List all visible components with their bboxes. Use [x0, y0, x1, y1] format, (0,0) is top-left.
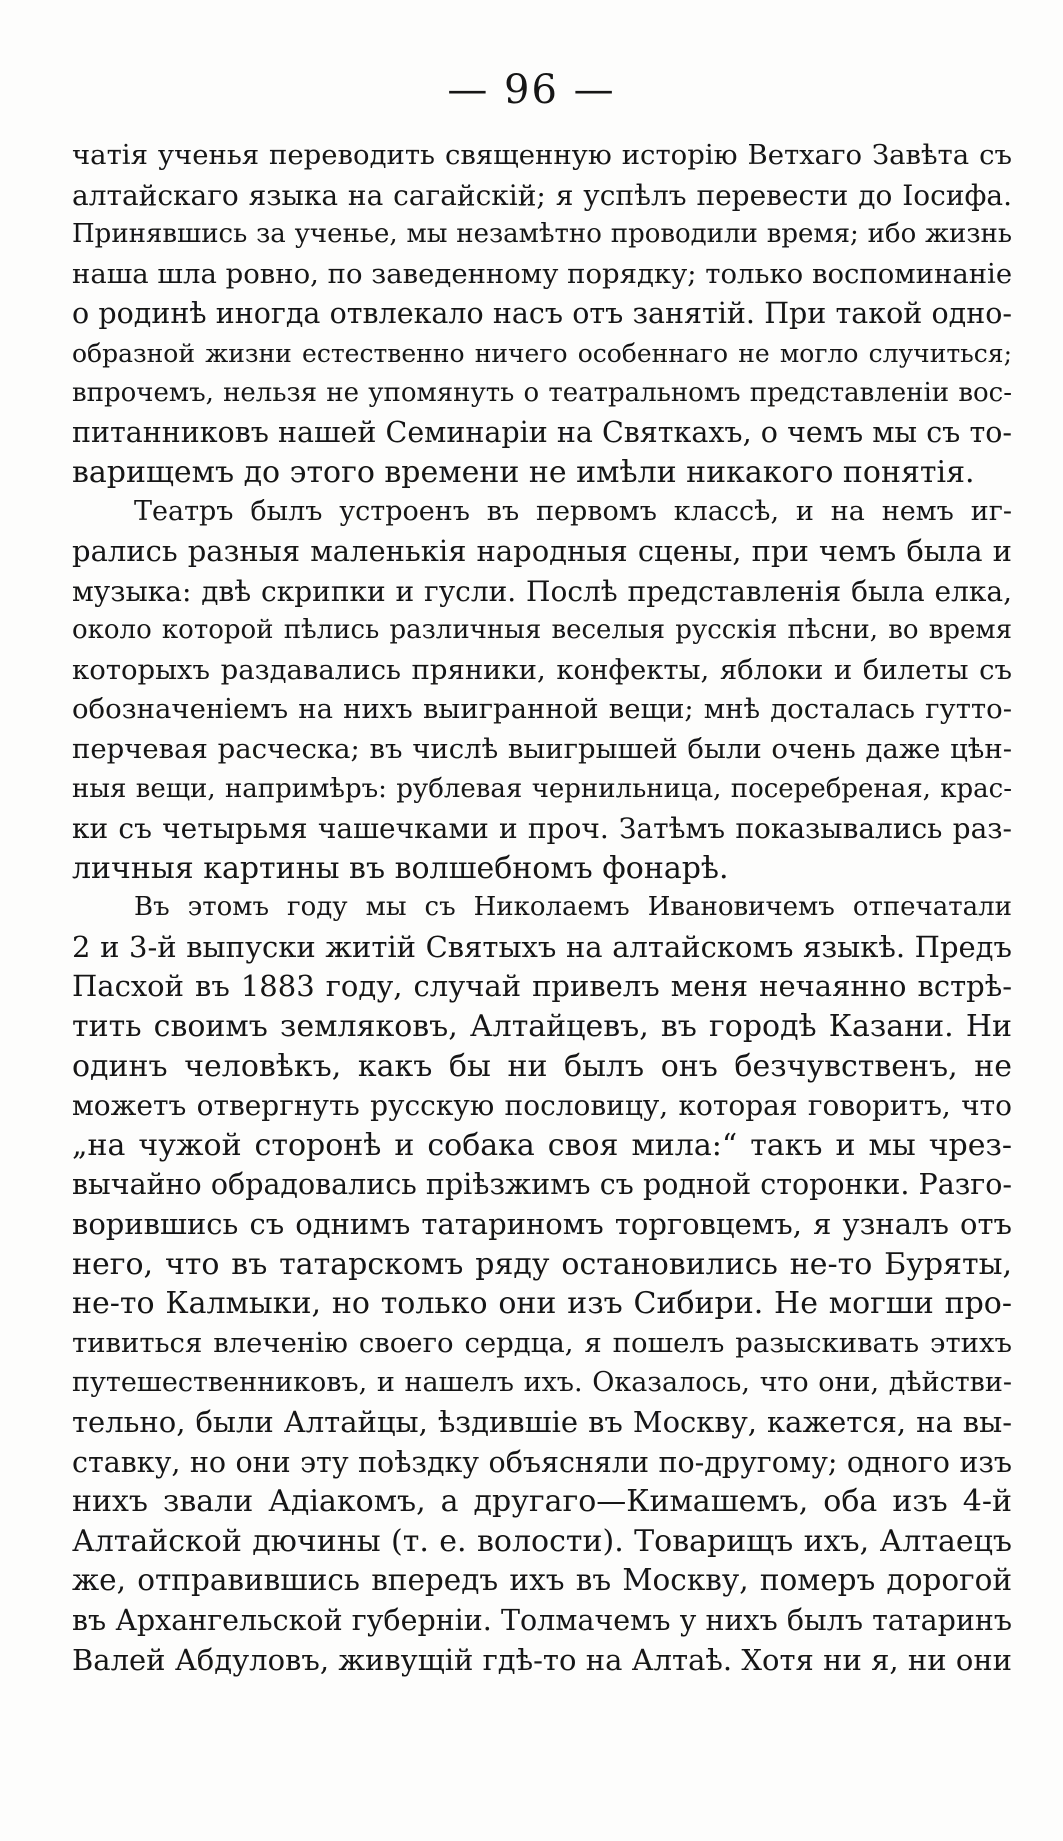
text-line: наша шла ровно, по заведенному порядку; только воспоминаніе	[72, 257, 1013, 290]
text-line: личныя картины въ волшебномъ фонарѣ.	[72, 850, 729, 886]
text-line: алтайскаго языка на сагайскій; я успѣлъ перевести до Іосифа.	[72, 178, 1012, 212]
text-line: вычайно обрадовались пріѣзжимъ съ родной сторонки. Разго-	[72, 1168, 1012, 1202]
text-line: Принявшись за ученье, мы незамѣтно проводили время; ибо жизнь	[72, 219, 1012, 250]
text-line: о родинѣ иногда отвлекало насъ отъ занятій. При такой одно-	[72, 297, 1012, 331]
text-line: него, что въ татарскомъ ряду остановились не-то Буряты,	[72, 1246, 1012, 1282]
text-line: „на чужой сторонѣ и собака своя мила:“ такъ и мы чрез-	[72, 1127, 1012, 1163]
text-line: Театръ былъ устроенъ въ первомъ классѣ, и на немъ иг-	[134, 496, 1012, 528]
text-line: ставку, но они эту поѣздку объясняли по-другому; одного изъ	[72, 1445, 1012, 1479]
text-line: же, отправившись впередъ ихъ въ Москву, померъ дорогой	[72, 1563, 1012, 1598]
paragraph-2	[72, 492, 1012, 888]
text-line: рались разныя маленькія народныя сцены, при чемъ была и	[72, 533, 1012, 568]
page-number: — 96 —	[447, 67, 616, 113]
text-line: впрочемъ, нельзя не упомянуть о театральномъ представленіи вос-	[72, 377, 1012, 408]
text-line: Алтайской дючины (т. е. волости). Товарищъ ихъ, Алтаецъ	[72, 1523, 1012, 1559]
text-line: одинъ человѣкъ, какъ бы ни былъ онъ безчувственъ, не	[72, 1048, 1012, 1084]
text-line: питанниковъ нашей Семинаріи на Святкахъ, о чемъ мы съ то-	[72, 416, 1012, 450]
text-line: нихъ звали Адіакомъ, а другаго—Кимашемъ, оба изъ 4-й	[72, 1484, 1012, 1520]
text-line: которыхъ раздавались пряники, конфекты, яблоки и билеты съ	[72, 653, 1012, 686]
text-line: обозначеніемъ на нихъ выигранной вещи; мнѣ досталась гутто-	[72, 693, 1012, 726]
text-line: ныя вещи, напримѣръ: рублевая чернильница, посеребреная, крас-	[72, 773, 1012, 804]
text-line: около которой пѣлись различныя веселыя русскія пѣсни, во время	[72, 615, 1012, 646]
text-line: не-то Калмыки, но только они изъ Сибири. Не могши про-	[72, 1286, 1012, 1322]
text-line: чатія ученья переводить священную исторію Ветхаго Завѣта съ	[72, 139, 1012, 171]
text-line: ворившись съ однимъ татариномъ торговцемъ, я узналъ отъ	[72, 1207, 1012, 1242]
text-line: путешественниковъ, и нашелъ ихъ. Оказалось, что они, дѣйстви-	[72, 1367, 1012, 1399]
text-line: ки съ четырьмя чашечками и проч. Затѣмъ показывались раз-	[72, 812, 1012, 846]
text-line: Валей Абдуловъ, живущій гдѣ-то на Алтаѣ. Хотя ни я, ни они	[72, 1642, 1012, 1677]
paragraph-1	[72, 136, 1012, 492]
text-line: тельно, были Алтайцы, ѣздившіе въ Москву, кажется, на вы-	[72, 1405, 1012, 1439]
text-line: Въ этомъ году мы съ Николаемъ Ивановичемъ отпечатали	[134, 892, 1012, 923]
text-line: Пасхой въ 1883 году, случай привелъ меня нечаянно встрѣ-	[72, 969, 1012, 1004]
text-line: можетъ отвергнуть русскую пословицу, которая говоритъ, что	[72, 1089, 1012, 1123]
text-line: музыка: двѣ скрипки и гусли. Послѣ представленія была елка,	[72, 574, 1012, 608]
paragraph-3	[72, 888, 1012, 1680]
text-line: 2 и 3-й выпуски житій Святыхъ на алтайскомъ языкѣ. Предъ	[72, 929, 1012, 964]
text-line: варищемъ до этого времени не имѣли никакого понятія.	[72, 454, 975, 490]
text-line: перчевая расческа; въ числѣ выигрышей были очень даже цѣн-	[72, 732, 1012, 765]
text-line: образной жизни естественно ничего особеннаго не могло случиться;	[72, 338, 1012, 368]
text-line: тивиться влеченію своего сердца, я пошелъ разыскивать этихъ	[72, 1326, 1012, 1359]
text-line: тить своимъ земляковъ, Алтайцевъ, въ городѣ Казани. Ни	[72, 1009, 1012, 1045]
text-block	[72, 136, 1012, 1680]
text-line: въ Архангельской губерніи. Толмачемъ у нихъ былъ татаринъ	[72, 1603, 1012, 1637]
